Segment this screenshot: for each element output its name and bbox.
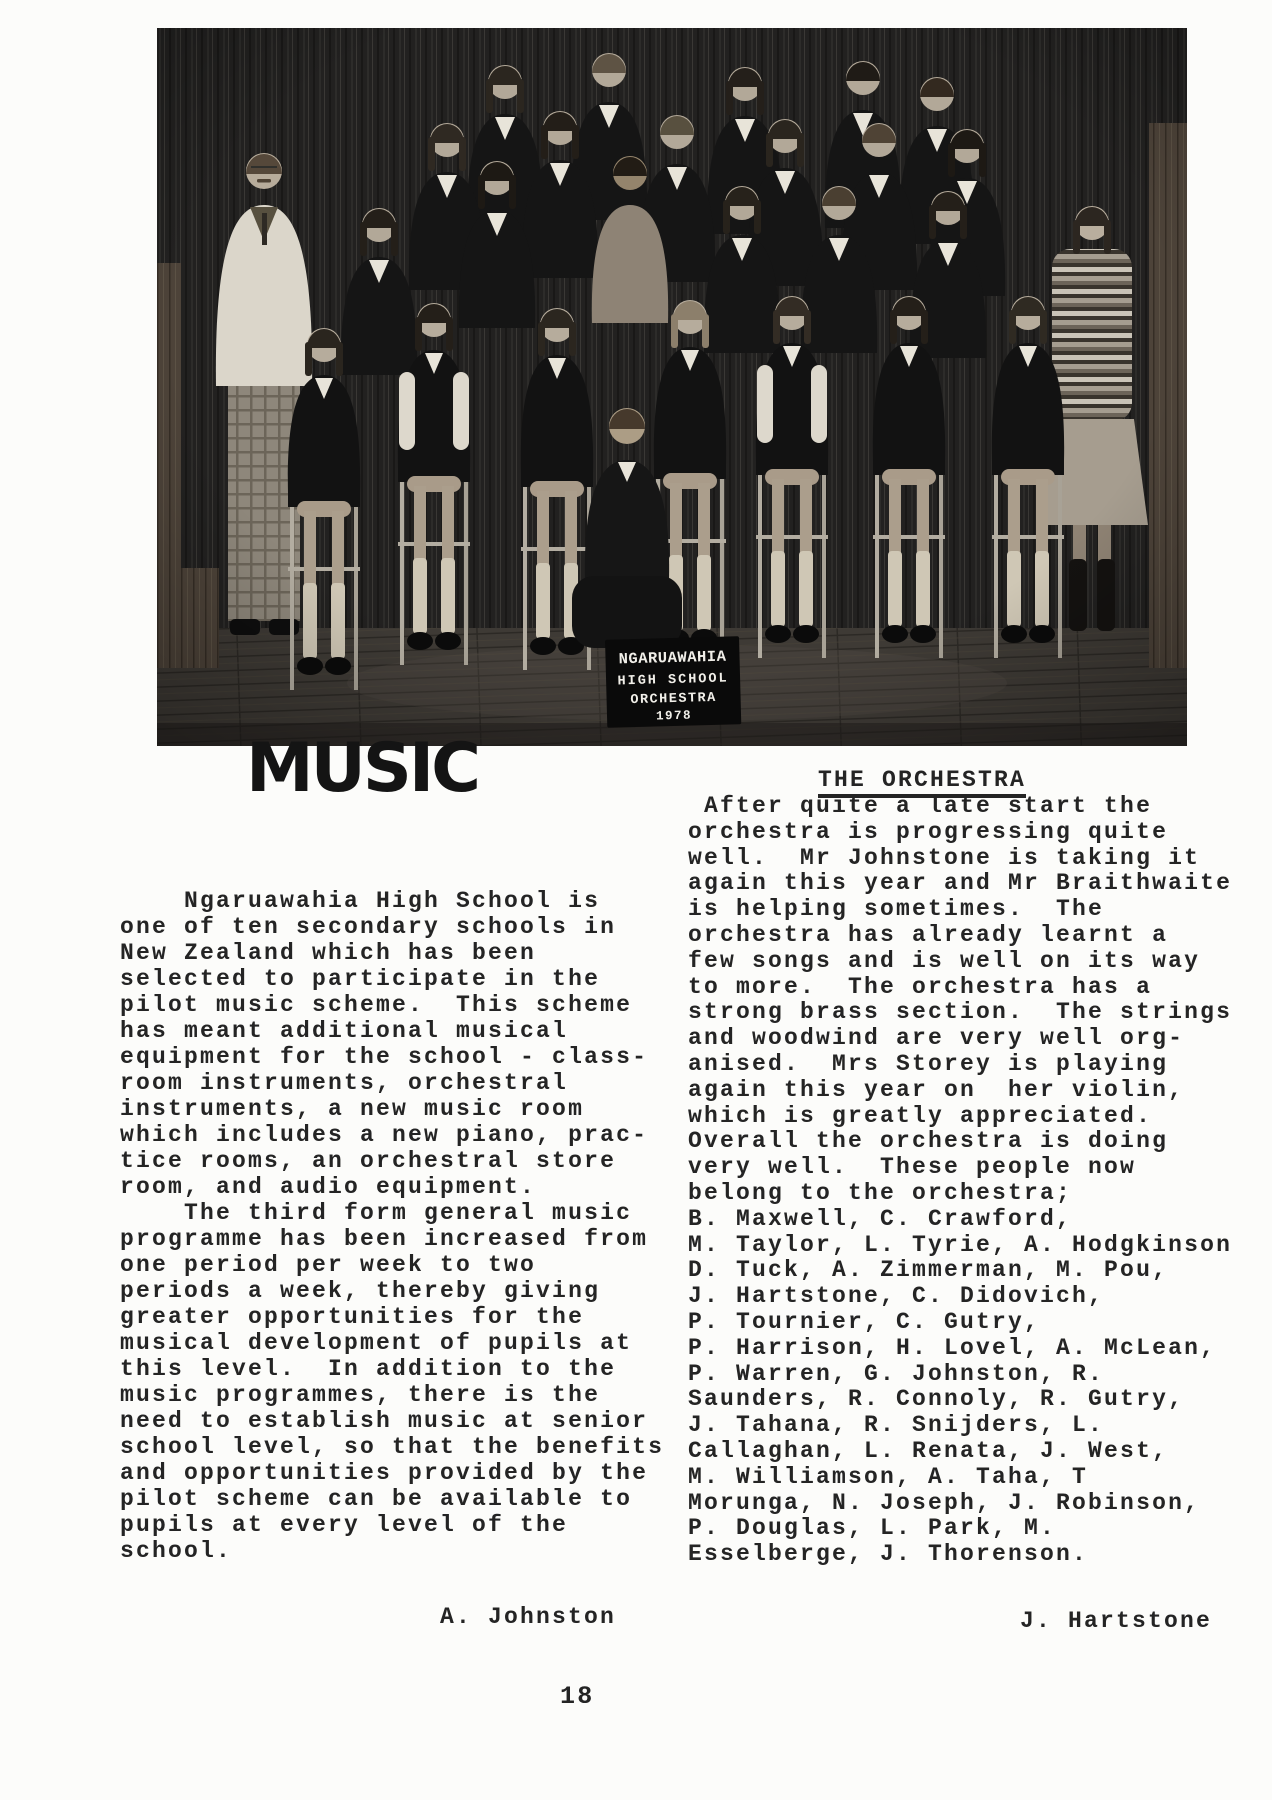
sign-line: HIGH SCHOOL: [617, 671, 729, 690]
music-article-title: MUSIC: [246, 729, 479, 808]
orchestra-article-text: [688, 794, 1232, 1568]
text-line: belong to the orchestra;: [688, 1179, 1073, 1206]
orchestra-article-title: THE ORCHESTRA: [818, 767, 1026, 798]
page-number: 18: [560, 1682, 595, 1711]
text-line: selected to participate in the: [120, 966, 601, 992]
text-line: strong brass section. The strings: [688, 999, 1233, 1026]
text-line: M. Williamson, A. Taha, T: [688, 1463, 1089, 1490]
text-line: need to establish music at senior: [120, 1408, 649, 1434]
text-line: P. Douglas, L. Park, M.: [688, 1515, 1057, 1542]
text-line: Ngaruawahia High School is: [120, 888, 601, 914]
sign-line: ORCHESTRA: [630, 690, 718, 709]
sign-line: 1978: [655, 708, 693, 724]
text-line: very well. These people now: [688, 1154, 1137, 1181]
text-line: musical development of pupils at: [120, 1330, 633, 1356]
text-line: D. Tuck, A. Zimmerman, M. Pou,: [688, 1257, 1169, 1284]
text-line: one of ten secondary schools in: [120, 914, 617, 940]
text-line: Morunga, N. Joseph, J. Robinson,: [688, 1489, 1201, 1516]
sign-line: NGARUAWAHIA: [618, 647, 727, 669]
photo-sign: [605, 636, 741, 727]
orchestra-photo: [157, 28, 1187, 746]
music-article-text: [120, 888, 664, 1564]
text-line: orchestra has already learnt a: [688, 921, 1169, 948]
text-line: has meant additional musical: [120, 1018, 569, 1044]
text-line: Callaghan, L. Renata, J. West,: [688, 1437, 1169, 1464]
text-line: J. Tahana, R. Snijders, L.: [688, 1412, 1105, 1439]
text-line: instruments, a new music room: [120, 1096, 585, 1122]
text-line: this level. In addition to the: [120, 1356, 617, 1382]
text-line: again this year on her violin,: [688, 1076, 1185, 1103]
text-line: orchestra is progressing quite: [688, 818, 1169, 845]
text-line: periods a week, thereby giving: [120, 1278, 601, 1304]
music-article-byline: A. Johnston: [440, 1604, 617, 1630]
text-line: equipment for the school - class-: [120, 1044, 649, 1070]
text-line: After quite a late start the: [688, 793, 1153, 819]
text-line: P. Tournier, C. Gutry,: [688, 1308, 1041, 1335]
text-line: room, and audio equipment.: [120, 1174, 537, 1200]
text-line: M. Taylor, L. Tyrie, A. Hodgkinson: [688, 1231, 1233, 1258]
text-line: Esselberge, J. Thorenson.: [688, 1541, 1089, 1568]
text-line: room instruments, orchestral: [120, 1070, 569, 1096]
text-line: P. Warren, G. Johnston, R.: [688, 1360, 1105, 1387]
text-line: again this year and Mr Braithwaite: [688, 870, 1233, 897]
text-line: and opportunities provided by the: [120, 1460, 649, 1486]
text-line: New Zealand which has been: [120, 940, 537, 966]
text-line: school.: [120, 1538, 233, 1564]
text-line: which is greatly appreciated.: [688, 1102, 1153, 1129]
text-line: tice rooms, an orchestral store: [120, 1148, 617, 1174]
text-line: to more. The orchestra has a: [688, 973, 1153, 1000]
text-line: greater opportunities for the: [120, 1304, 585, 1330]
text-line: pilot scheme can be available to: [120, 1486, 633, 1512]
text-line: B. Maxwell, C. Crawford,: [688, 1205, 1073, 1232]
text-line: school level, so that the benefits: [120, 1434, 665, 1460]
text-line: which includes a new piano, prac-: [120, 1122, 649, 1148]
text-line: Overall the orchestra is doing: [688, 1128, 1169, 1155]
text-line: Saunders, R. Connoly, R. Gutry,: [688, 1386, 1185, 1413]
text-line: pilot music scheme. This scheme: [120, 992, 633, 1018]
text-line: pupils at every level of the: [120, 1512, 569, 1538]
text-line: J. Hartstone, C. Didovich,: [688, 1283, 1105, 1310]
text-line: The third form general music: [120, 1200, 633, 1226]
text-line: well. Mr Johnstone is taking it: [688, 844, 1201, 871]
text-line: few songs and is well on its way: [688, 947, 1201, 974]
text-line: music programmes, there is the: [120, 1382, 601, 1408]
orchestra-article-byline: J. Hartstone: [1020, 1608, 1213, 1634]
text-line: programme has been increased from: [120, 1226, 649, 1252]
text-line: one period per week to two: [120, 1252, 537, 1278]
text-line: anised. Mrs Storey is playing: [688, 1050, 1169, 1077]
text-line: and woodwind are very well org-: [688, 1025, 1185, 1052]
text-line: P. Harrison, H. Lovel, A. McLean,: [688, 1334, 1217, 1361]
text-line: is helping sometimes. The: [688, 896, 1105, 923]
